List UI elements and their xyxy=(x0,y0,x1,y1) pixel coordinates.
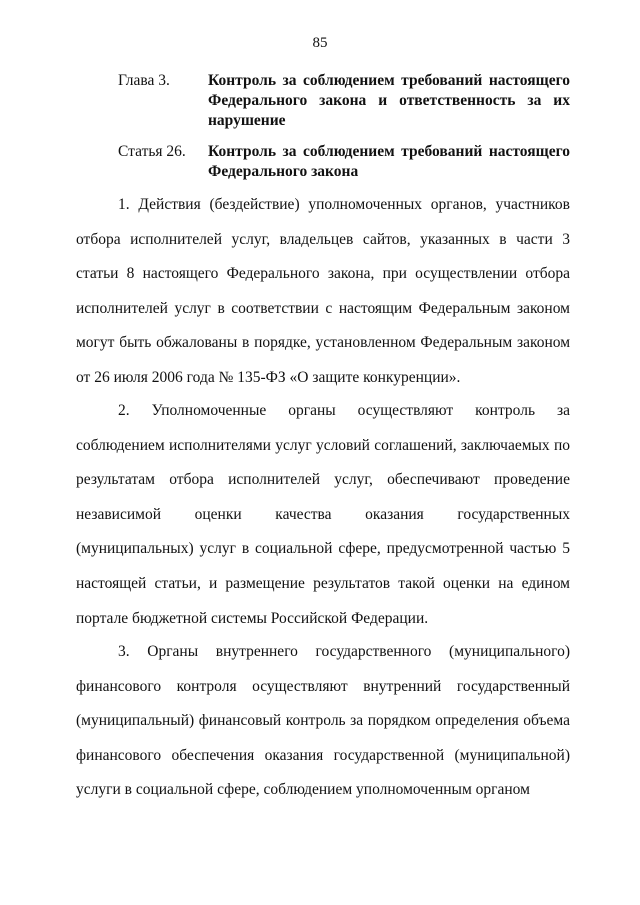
paragraph-3: 3. Органы внутреннего государственного (муниципального) финансового контроля осуществляют внутренний государственный (муниципальный) финансовый контроль за порядком определения объема финансового обеспечения оказания государственной (муниципальной) услуги в социальной сфере, соблюдением уполномоченным органом xyxy=(76,643,570,799)
paragraph-1: 1. Действия (бездействие) уполномоченных органов, участников отбора исполнителей услуг, владельцев сайтов, указанных в части 3 статьи 8 настоящего Федерального закона, при осуществлении отбора исполнителей услуг в соответствии с настоящим Федеральным законом могут быть обжалованы в порядке, установленном Федеральным законом от 26 июля 2006 года № 135-ФЗ «О защите конкуренции». xyxy=(76,196,570,386)
article-heading xyxy=(118,142,570,182)
chapter-heading xyxy=(118,71,570,131)
article-label: Статья 26. xyxy=(118,143,186,160)
page-number: 85 xyxy=(312,35,328,51)
chapter-title: Контроль за соблюдением требований настоящего Федерального закона и ответственность за их нарушение xyxy=(208,72,570,129)
chapter-label: Глава 3. xyxy=(118,72,170,89)
paragraph-2: 2. Уполномоченные органы осуществляют контроль за соблюдением исполнителями услуг условий соглашений, заключаемых по результатам отбора исполнителей услуг, обеспечивают проведение независимой оценки качества оказания государственных (муниципальных) услуг в социальной сфере, предусмотренной частью 5 настоящей статьи, и размещение результатов такой оценки на едином портале бюджетной системы Российской Федерации. xyxy=(76,402,570,627)
article-title: Контроль за соблюдением требований настоящего Федерального закона xyxy=(208,143,570,180)
